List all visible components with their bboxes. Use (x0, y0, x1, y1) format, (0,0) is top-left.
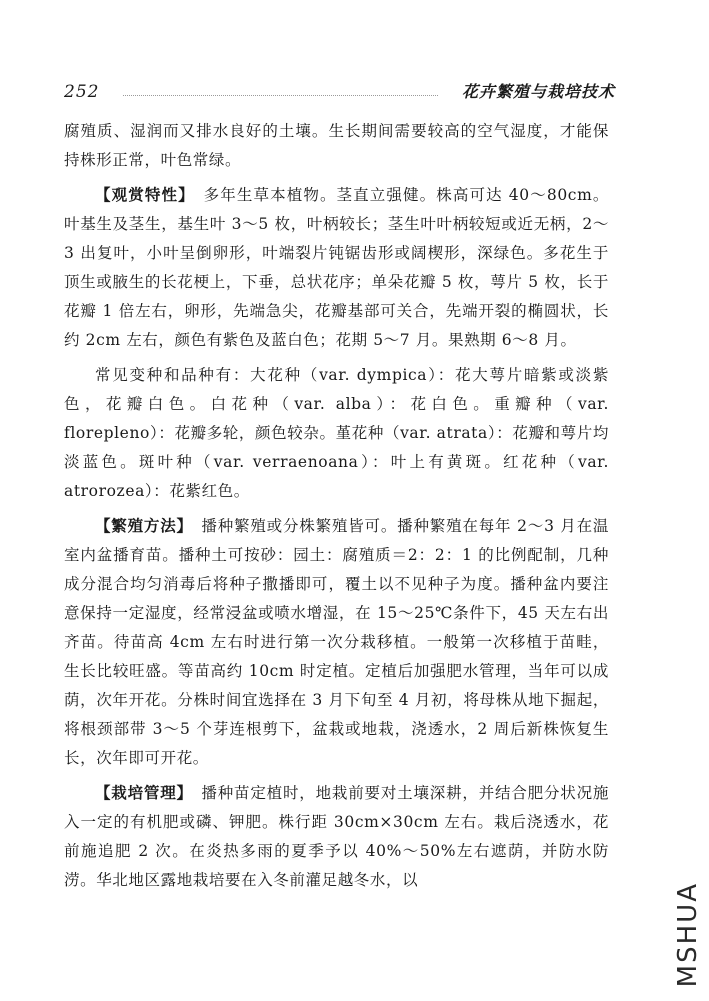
body-text (64, 117, 609, 895)
paragraph-ornamental: 【观赏特性】 多年生草本植物。茎直立强健。株高可达 40～80cm。叶基生及茎生，基生叶 3～5 枚，叶柄较长；茎生叶叶柄较短或近无柄，2～3 出复叶，小叶呈倒卵形，叶端裂片钝锯齿形或阔楔形，深绿色。多花生于顶生或腋生的长花梗上，下垂，总状花序；单朵花瓣 5 枚，萼片 5 枚，长于花瓣 1 倍左右，卵形，先端急尖，花瓣基部可关合，先端开裂的椭圆状，长约 2cm 左右，颜色有紫色及蓝白色；花期 5～7 月。果熟期 6～8 月。 (64, 186, 609, 349)
header-divider (123, 95, 438, 96)
paragraph-varieties: 常见变种和品种有：大花种（var. dympica）：花大萼片暗紫或淡紫色，花瓣白色。白花种（var. alba）：花白色。重瓣种（var. florepleno）：花瓣多轮，颜色较杂。堇花种（var. atrata）：花瓣和萼片均淡蓝色。斑叶种（var. verraenoana）：叶上有黄斑。红花种（var. atrorozea）：花紫红色。 (64, 366, 609, 500)
paragraph-soil: 腐殖质、湿润而又排水良好的土壤。生长期间需要较高的空气湿度，才能保持株形正常，叶色常绿。 (64, 122, 609, 169)
section-heading-ornamental: 【观赏特性】 (95, 186, 187, 204)
section-heading-propagation: 【繁殖方法】 (95, 517, 186, 535)
running-head-title: 花卉繁殖与栽培技术 (461, 82, 615, 101)
section-heading-cultivation: 【栽培管理】 (95, 784, 186, 802)
page-number: 252 (64, 82, 100, 102)
paragraph-cultivation: 【栽培管理】 播种苗定植时，地栽前要对土壤深耕，并结合肥分状况施入一定的有机肥或磷、钾肥。株行距 30cm×30cm 左右。栽后浇透水，花前施追肥 2 次。在炎热多雨的夏季予以 40%～50%左右遮荫，并防水防涝。华北地区露地栽培要在入冬前灌足越冬水，以 (64, 784, 609, 889)
page-header (64, 76, 615, 102)
watermark: MSHUA (673, 881, 703, 987)
paragraph-propagation: 【繁殖方法】 播种繁殖或分株繁殖皆可。播种繁殖在每年 2～3 月在温室内盆播育苗。播种土可按砂：园土：腐殖质＝2：2：1 的比例配制，几种成分混合均匀消毒后将种子撒播即可，覆土以不见种子为度。播种盆内要注意保持一定湿度，经常浸盆或喷水增湿，在 15～25℃条件下，45 天左右出齐苗。待苗高 4cm 左右时进行第一次分栽移植。一般第一次移植于苗畦，生长比较旺盛。等苗高约 10cm 时定植。定植后加强肥水管理，当年可以成荫，次年开花。分株时间宜选择在 3 月下旬至 4 月初，将母株从地下掘起，将根颈部带 3～5 个芽连根剪下，盆栽或地栽，浇透水，2 周后新株恢复生长，次年即可开花。 (64, 517, 609, 767)
